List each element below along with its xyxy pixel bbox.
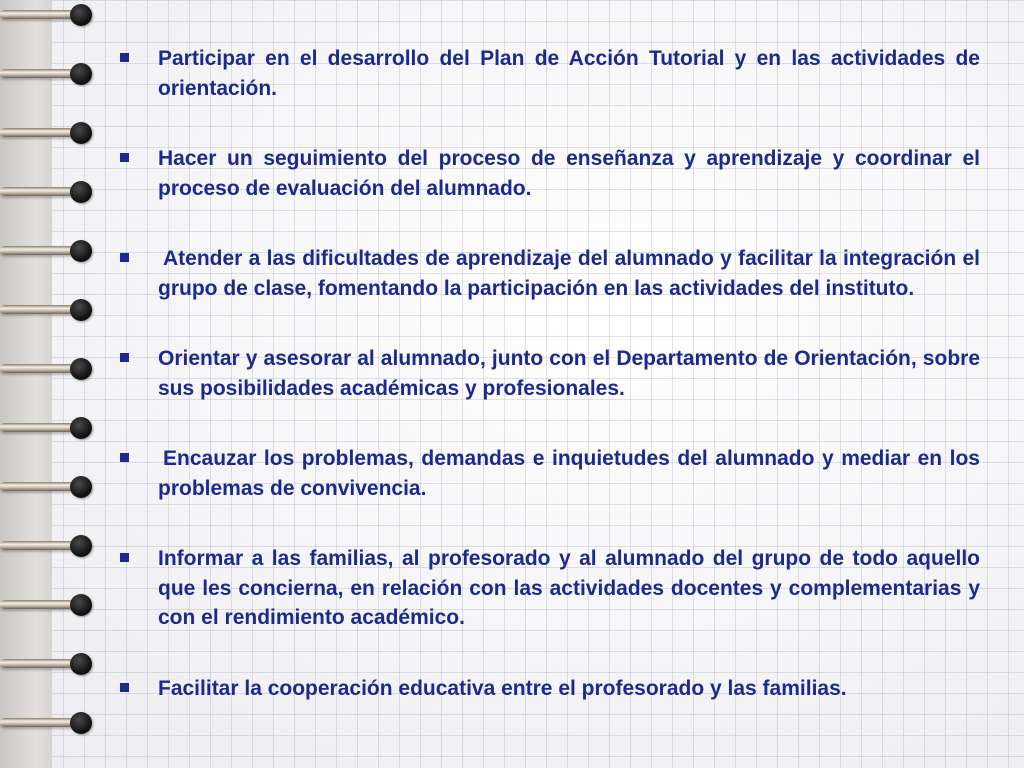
list-item-text: Atender a las dificultades de aprendizaje del alumnado y facilitar la integración el grupo de clase, fomentando la participación en las actividades del instituto. <box>158 247 980 300</box>
list-item-text: Participar en el desarrollo del Plan de Acción Tutorial y en las actividades de orientación. <box>158 47 980 100</box>
responsibilities-list <box>118 44 980 703</box>
spiral-ring-icon <box>0 590 100 620</box>
square-bullet-icon <box>120 353 129 362</box>
list-item <box>118 344 980 403</box>
square-bullet-icon <box>120 683 129 692</box>
list-item <box>118 674 980 704</box>
spiral-ring-icon <box>0 118 100 148</box>
spiral-ring-icon <box>0 59 100 89</box>
list-item-text: Orientar y asesorar al alumnado, junto con el Departamento de Orientación, sobre sus posibilidades académicas y profesionales. <box>158 347 980 400</box>
notebook-binding <box>0 0 100 768</box>
spiral-ring-icon <box>0 472 100 502</box>
list-item-text: Facilitar la cooperación educativa entre el profesorado y las familias. <box>158 676 847 700</box>
spiral-ring-icon <box>0 708 100 738</box>
square-bullet-icon <box>120 253 129 262</box>
square-bullet-icon <box>120 453 129 462</box>
list-item <box>118 144 980 203</box>
list-item <box>118 44 980 103</box>
list-item-text: Informar a las familias, al profesorado y al alumnado del grupo de todo aquello que les concierna, en relación con las actividades docentes y complementarias y con el rendimiento académico. <box>158 547 980 629</box>
spiral-ring-icon <box>0 177 100 207</box>
square-bullet-icon <box>120 53 129 62</box>
spiral-ring-icon <box>0 649 100 679</box>
spiral-ring-icon <box>0 295 100 325</box>
square-bullet-icon <box>120 553 129 562</box>
spiral-ring-icon <box>0 531 100 561</box>
list-item-text: Hacer un seguimiento del proceso de enseñanza y aprendizaje y coordinar el proceso de evaluación del alumnado. <box>158 147 980 200</box>
list-item <box>118 244 980 303</box>
spiral-ring-icon <box>0 0 100 30</box>
spiral-ring-icon <box>0 413 100 443</box>
spiral-ring-icon <box>0 354 100 384</box>
square-bullet-icon <box>120 153 129 162</box>
list-item <box>118 444 980 503</box>
list-item-text: Encauzar los problemas, demandas e inquietudes del alumnado y mediar en los problemas de convivencia. <box>158 447 980 500</box>
list-item <box>118 544 980 633</box>
spiral-ring-icon <box>0 236 100 266</box>
